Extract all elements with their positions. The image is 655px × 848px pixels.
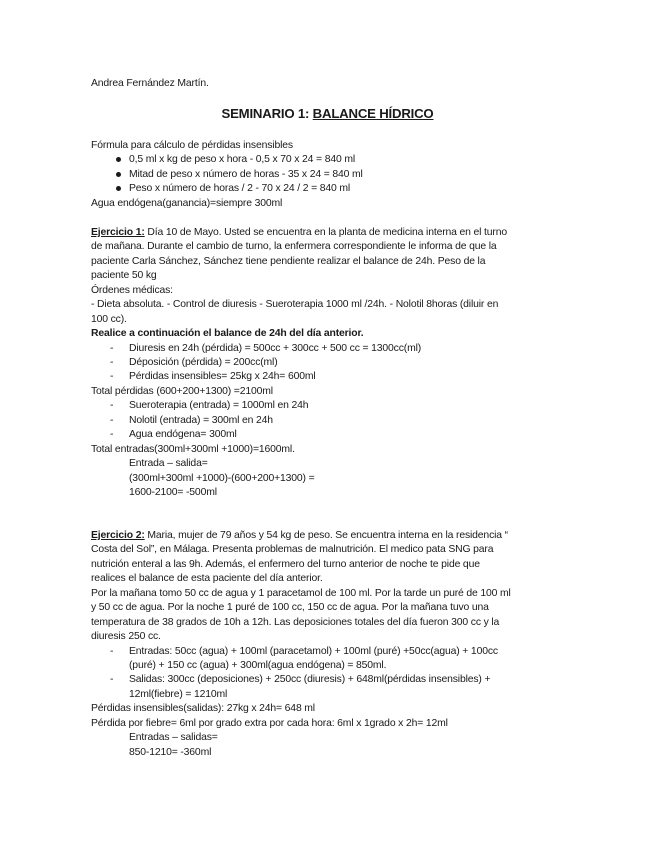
ex1-loss-2: Déposición (pérdida) = 200cc(ml) xyxy=(129,357,278,368)
dash-marker: - xyxy=(110,400,114,411)
dash-marker: - xyxy=(110,415,114,426)
ex2-label: Ejercicio 2: xyxy=(91,530,145,541)
title-underlined: BALANCE HÍDRICO xyxy=(312,106,434,121)
ex1-text-line: paciente 50 kg xyxy=(91,270,157,281)
bullet-dot xyxy=(116,172,121,177)
formula-heading: Fórmula para cálculo de pérdidas insensibles xyxy=(91,140,293,151)
ex1-text-first: Día 10 de Mayo. Usted se encuentra en la planta de medicina interna en el turno xyxy=(144,227,507,238)
ex2-intro xyxy=(91,529,508,542)
ex1-input-2: Nolotil (entrada) = 300ml en 24h xyxy=(129,415,273,426)
ex2-text-line: y 50 cc de agua. Por la noche 1 puré de 100 cc, 150 cc de agua. Por la mañana tuvo una xyxy=(91,602,489,613)
ex1-input-3: Agua endógena= 300ml xyxy=(129,429,237,440)
ex2-text-line: nutrición enteral a las 9h. Además, el enfermero del turno anterior de noche te pide que xyxy=(91,559,480,570)
dash-marker: - xyxy=(110,371,114,382)
ex1-text-line: Órdenes médicas: xyxy=(91,285,173,296)
page-title xyxy=(0,106,655,121)
ex2-entries-line-2: (puré) + 150 cc (agua) + 300ml(agua endógena) = 850ml. xyxy=(129,660,387,671)
dash-marker: - xyxy=(110,429,114,440)
formula-bullet-2: Mitad de peso x número de horas - 35 x 24 = 840 ml xyxy=(129,169,363,180)
ex1-text-line: 100 cc). xyxy=(91,314,127,325)
dash-marker: - xyxy=(110,357,114,368)
dash-marker: - xyxy=(110,343,114,354)
bullet-dot xyxy=(116,186,121,191)
ex2-entries-line-1: Entradas: 50cc (agua) + 100ml (paracetamol) + 100ml (puré) +50cc(agua) + 100cc xyxy=(129,646,498,657)
ex2-text-line: Costa del Sol”, en Málaga. Presenta problemas de malnutrición. El medico pata SNG para xyxy=(91,544,494,555)
ex1-loss-3: Pérdidas insensibles= 25kg x 24h= 600ml xyxy=(129,371,316,382)
ex2-text-first: Maria, mujer de 79 años y 54 kg de peso. Se encuentra interna en la residencia “ xyxy=(144,530,508,541)
ex2-outputs-line-2: 12ml(fiebre) = 1210ml xyxy=(129,689,228,700)
ex2-text-line: realices el balance de esta paciente del día anterior. xyxy=(91,573,323,584)
ex1-total-inputs: Total entradas(300ml+300ml +1000)=1600ml. xyxy=(91,444,295,455)
ex1-task: Realice a continuación el balance de 24h del día anterior. xyxy=(91,328,364,339)
dash-marker: - xyxy=(110,674,114,685)
formula-bullet-1: 0,5 ml x kg de peso x hora - 0,5 x 70 x 24 = 840 ml xyxy=(129,154,355,165)
formula-bullet-3: Peso x número de horas / 2 - 70 x 24 / 2 = 840 ml xyxy=(129,183,351,194)
ex2-fever-loss: Pérdida por fiebre= 6ml por grado extra por cada hora: 6ml x 1grado x 2h= 12ml xyxy=(91,718,448,729)
ex1-intro xyxy=(91,226,507,239)
ex2-text-line: Por la mañana tomo 50 cc de agua y 1 paracetamol de 100 ml. Por la tarde un puré de 100 ml xyxy=(91,588,511,599)
ex1-text-line: de mañana. Durante el cambio de turno, la enfermera correspondiente le informa de que la xyxy=(91,241,497,252)
ex1-calc-result: 1600-2100= -500ml xyxy=(129,487,217,498)
ex2-text-line: temperatura de 38 grados de 10h a 12h. Las deposiciones totales del día fueron 300 cc y la xyxy=(91,617,500,628)
ex1-total-losses: Total pérdidas (600+200+1300) =2100ml xyxy=(91,386,273,397)
bullet-dot xyxy=(116,157,121,162)
dash-marker: - xyxy=(110,646,114,657)
ex1-loss-1: Diuresis en 24h (pérdida) = 500cc + 300cc + 500 cc = 1300cc(ml) xyxy=(129,343,422,354)
ex2-calc-result: 850-1210= -360ml xyxy=(129,747,212,758)
ex1-input-1: Sueroterapia (entrada) = 1000ml en 24h xyxy=(129,400,309,411)
ex1-label: Ejercicio 1: xyxy=(91,227,145,238)
author-name: Andrea Fernández Martín. xyxy=(91,78,209,89)
endogenous-water: Agua endógena(ganancia)=siempre 300ml xyxy=(91,198,283,209)
ex1-calc-line: (300ml+300ml +1000)-(600+200+1300) = xyxy=(129,473,315,484)
ex1-calc-line: Entrada – salida= xyxy=(129,458,208,469)
ex2-calc-line: Entradas – salidas= xyxy=(129,732,218,743)
ex2-text-line: diuresis 250 cc. xyxy=(91,631,161,642)
ex2-insensible-losses: Pérdidas insensibles(salidas): 27kg x 24h= 648 ml xyxy=(91,703,315,714)
ex2-outputs-line-1: Salidas: 300cc (deposiciones) + 250cc (diuresis) + 648ml(pérdidas insensibles) + xyxy=(129,674,491,685)
ex1-text-line: - Dieta absoluta. - Control de diuresis - Sueroterapia 1000 ml /24h. - Nolotil 8horas (diluir en xyxy=(91,299,499,310)
ex1-text-line: paciente Carla Sánchez, Sánchez tiene pendiente realizar el balance de 24h. Peso de la xyxy=(91,256,486,267)
title-prefix: SEMINARIO 1: xyxy=(221,106,313,121)
